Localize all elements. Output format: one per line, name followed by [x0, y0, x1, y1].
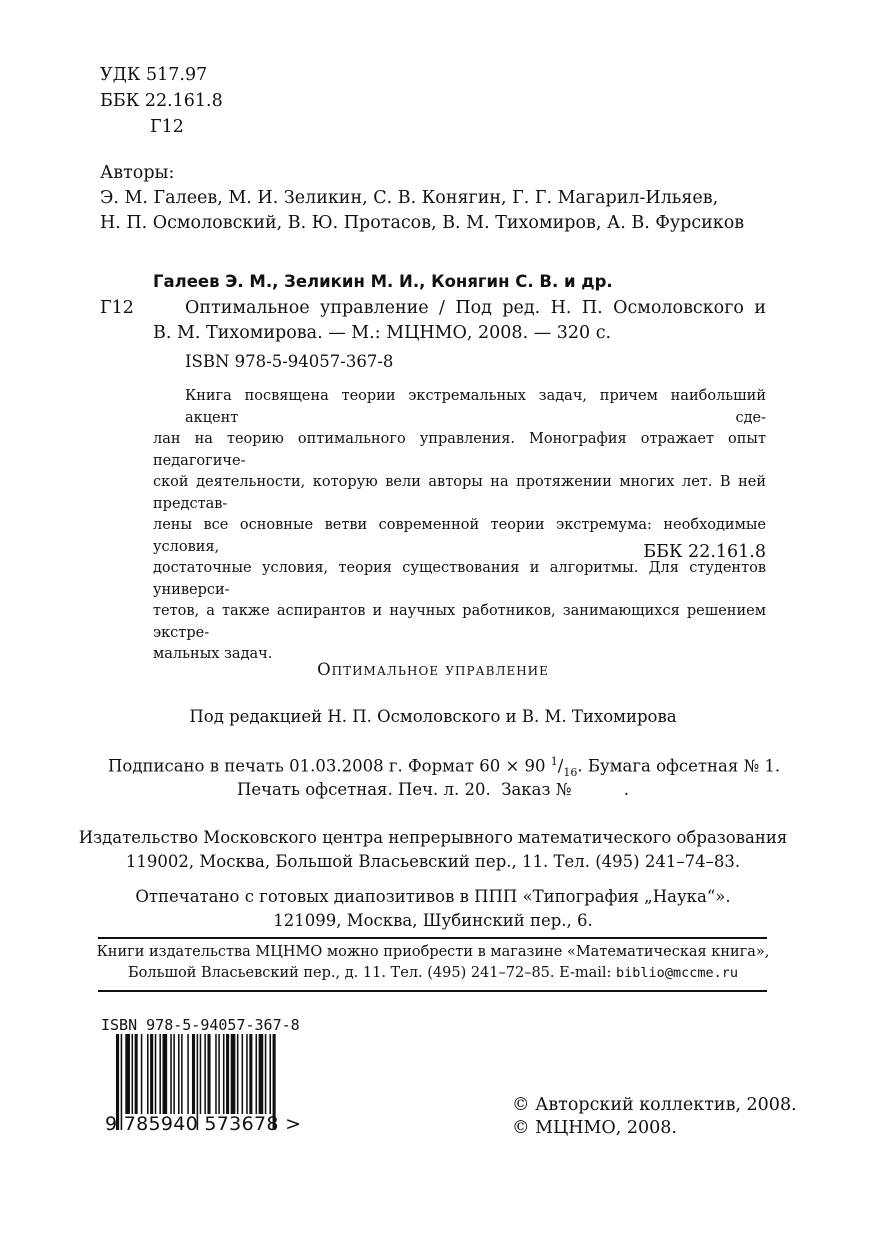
bbk-code: ББК 22.161.8	[100, 91, 223, 111]
barcode-bar	[187, 1034, 189, 1114]
barcode-bar	[223, 1034, 225, 1114]
signed-prefix: Подписано в печать 01.03.2008 г. Формат 60 × 90	[108, 756, 551, 776]
author-mark: Г12	[150, 117, 184, 137]
barcode-bar	[200, 1034, 202, 1114]
barcode-bar	[269, 1034, 271, 1114]
signed-line: Подписано в печать 01.03.2008 г. Формат 60 × 90 $^1/_{16}$. Бумага офсетная № 1.	[108, 755, 781, 779]
barcode-bar	[170, 1034, 172, 1114]
authors-label: Авторы:	[100, 163, 175, 183]
barcode-bar	[132, 1034, 134, 1114]
shop-email: biblio@mccme.ru	[616, 965, 738, 981]
barcode-bar	[178, 1034, 180, 1114]
barcode-bar	[207, 1034, 210, 1114]
barcode-bar	[237, 1034, 239, 1114]
barcode-bar	[147, 1034, 149, 1114]
barcode-isbn: ISBN 978-5-94057-367-8	[101, 1016, 300, 1034]
catalog-line-2: В. М. Тихомирова. — М.: МЦНМО, 2008. — 320 с.	[153, 323, 612, 343]
udk-code: УДК 517.97	[100, 65, 208, 85]
publisher-line-1: Издательство Московского центра непрерывного математического образования	[78, 828, 788, 847]
top-rule	[98, 937, 767, 939]
copyright-line-1: © Авторский коллектив, 2008.	[512, 1095, 797, 1115]
book-title: Оптимальное управление	[317, 660, 549, 679]
barcode-bar	[218, 1034, 220, 1114]
catalog-heading: Галеев Э. М., Зеликин М. И., Конягин С. В. и др.	[153, 272, 613, 291]
publisher-line-2: 119002, Москва, Большой Власьевский пер., 11. Тел. (495) 241–74–83.	[125, 852, 741, 871]
barcode-bar	[259, 1034, 264, 1114]
format-numerator: 1	[550, 755, 558, 768]
barcode-bar	[181, 1034, 183, 1114]
barcode-bar	[159, 1034, 161, 1114]
signed-suffix: . Бумага офсетная № 1.	[577, 756, 781, 776]
copyright-line-2: © МЦНМО, 2008.	[512, 1118, 677, 1138]
shop-line-2-text: Большой Власьевский пер., д. 11. Тел. (495) 241–72–85. E-mail:	[128, 965, 617, 981]
bottom-rule	[98, 990, 767, 992]
catalog-line-1: Оптимальное управление / Под ред. Н. П. Осмоловского и	[185, 298, 766, 318]
printed-line-1: Отпечатано с готовых диапозитивов в ППП «Типография „Наука“».	[135, 887, 731, 906]
barcode-digits: 9 785940 573678 >	[105, 1113, 302, 1135]
barcode-bar	[215, 1034, 217, 1114]
barcode-bar	[249, 1034, 252, 1114]
barcode-bar	[163, 1034, 168, 1114]
printed-line-2: 121099, Москва, Шубинский пер., 6.	[273, 911, 593, 930]
abstract-line: лан на теорию оптимального управления. Монография отражает опыт педагогиче-	[153, 431, 766, 469]
shop-line-1: Книги издательства МЦНМО можно приобрести в магазине «Математическая книга»,	[96, 944, 770, 960]
catalog-isbn: ISBN 978-5-94057-367-8	[185, 352, 394, 371]
abstract-line: ской деятельности, которую вели авторы на протяжении многих лет. В ней представ-	[153, 474, 766, 512]
barcode-bar	[246, 1034, 248, 1114]
editors-line: Под редакцией Н. П. Осмоловского и В. М. Тихомирова	[189, 707, 677, 726]
abstract-line: достаточные условия, теория существования и алгоритмы. Для студентов универси-	[153, 560, 766, 598]
catalog-bbk: ББК 22.161.8	[643, 542, 766, 562]
barcode-bar	[173, 1034, 175, 1114]
barcode-bar	[256, 1034, 258, 1114]
abstract-line: мальных задач.	[153, 646, 273, 662]
abstract-line: Книга посвящена теории экстремальных задач, причем наибольший акцент сде-	[185, 388, 766, 426]
barcode-bar	[155, 1034, 157, 1114]
authors-line-1: Э. М. Галеев, М. И. Зеликин, С. В. Конягин, Г. Г. Магарил-Ильяев,	[100, 188, 719, 208]
catalog-code: Г12	[100, 298, 134, 318]
authors-line-2: Н. П. Осмоловский, В. Ю. Протасов, В. М. Тихомиров, А. В. Фурсиков	[100, 213, 745, 233]
barcode-bar	[204, 1034, 206, 1114]
format-denominator: 16	[563, 765, 578, 779]
abstract-line: лены все основные ветви современной теории экстремума: необходимые условия,	[153, 517, 766, 555]
barcode-bar	[141, 1034, 143, 1114]
barcode-bar	[192, 1034, 195, 1114]
barcode-bar	[265, 1034, 267, 1114]
barcode-bar	[242, 1034, 244, 1114]
print-line: Печать офсетная. Печ. л. 20. Заказ № .	[236, 780, 630, 799]
barcode-bar	[125, 1034, 130, 1114]
abstract-line: тетов, а также аспирантов и научных работников, занимающихся решением экстре-	[153, 603, 766, 641]
barcode-bar	[150, 1034, 153, 1114]
barcode-bar	[226, 1034, 229, 1114]
shop-line-2	[0, 965, 866, 981]
barcode-bar	[231, 1034, 236, 1114]
barcode-bar	[135, 1034, 138, 1114]
catalog-abstract	[153, 386, 766, 666]
